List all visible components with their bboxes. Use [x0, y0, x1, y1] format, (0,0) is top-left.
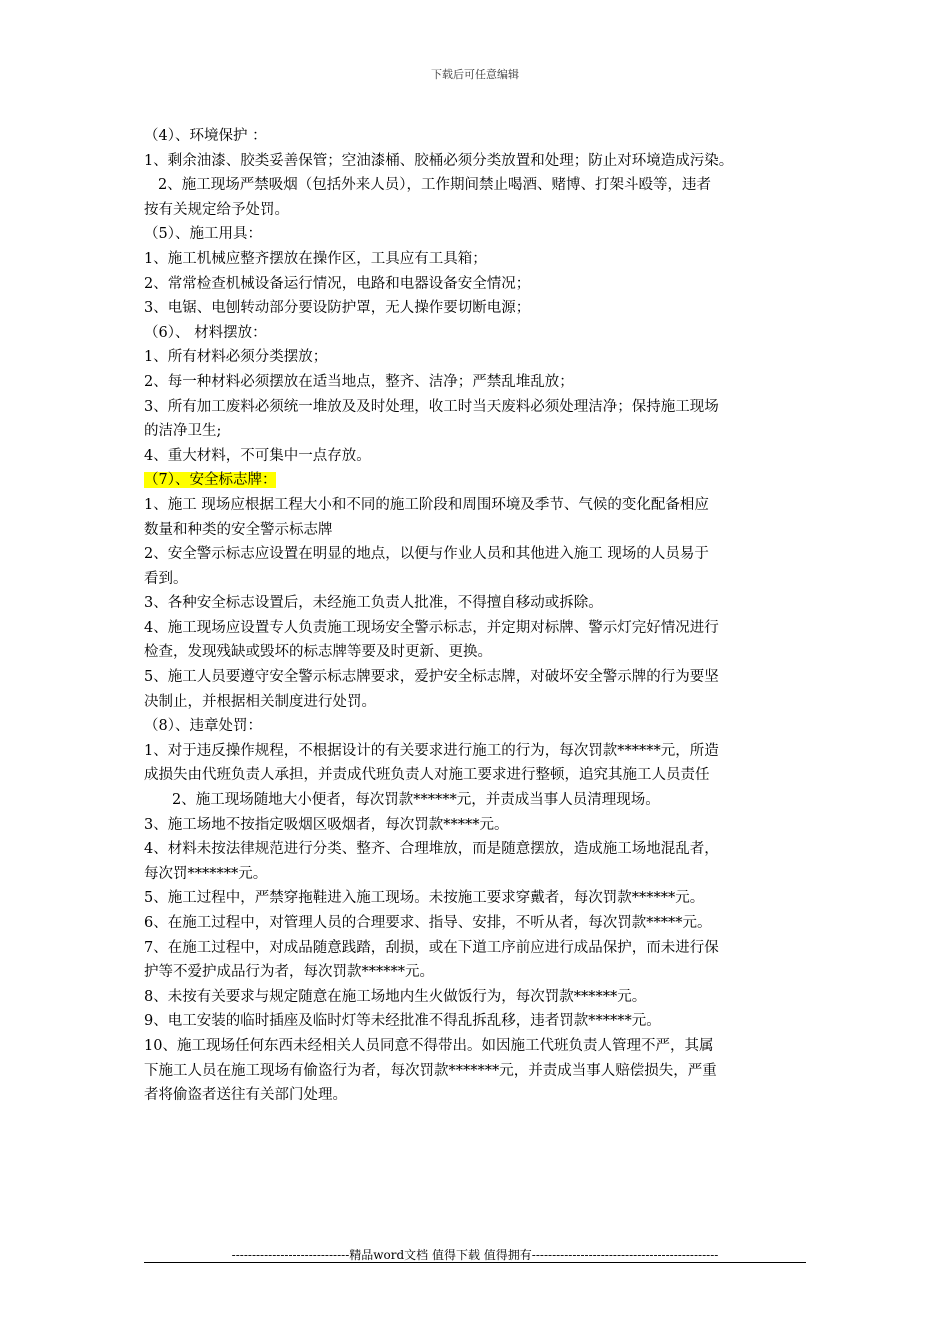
document-body [144, 124, 810, 1108]
line-text: 3、电锯、电刨转动部分要设防护罩，无人操作要切断电源； [144, 300, 531, 317]
line-text: 1、施工机械应整齐摆放在操作区，工具应有工具箱； [144, 250, 487, 267]
paragraph-line [144, 395, 810, 420]
paragraph-line [144, 640, 810, 665]
line-text: （6）、 材料摆放： [144, 324, 267, 341]
paragraph-line [144, 763, 810, 788]
paragraph-line [144, 321, 810, 346]
paragraph-line [144, 837, 810, 862]
paragraph-line [144, 739, 810, 764]
paragraph-line [144, 149, 810, 174]
line-text: 1、施工 现场应根据工程大小和不同的施工阶段和周围环境及季节、气候的变化配备相应 [144, 496, 709, 513]
paragraph-line [144, 222, 810, 247]
line-text: 8、未按有关要求与规定随意在施工场地内生火做饭行为，每次罚款******元。 [144, 988, 647, 1005]
paragraph-line [144, 567, 810, 592]
paragraph-line [144, 1083, 810, 1108]
line-text: 2、施工现场随地大小便者，每次罚款******元，并责成当事人员清理现场。 [172, 792, 660, 809]
line-text: 2、每一种材料必须摆放在适当地点，整齐、洁净；严禁乱堆乱放； [144, 373, 574, 390]
line-text: 3、施工场地不按指定吸烟区吸烟者，每次罚款*****元。 [144, 816, 509, 833]
highlighted-heading-line [144, 468, 810, 493]
line-text: 决制止，并根据相关制度进行处罚。 [144, 693, 376, 710]
line-text: 1、所有材料必须分类摆放； [144, 349, 328, 366]
line-text: 1、剩余油漆、胶类妥善保管；空油漆桶、胶桶必须分类放置和处理；防止对环境造成污染。 [144, 152, 734, 169]
line-text: 7、在施工过程中，对成品随意践踏，刮损，或在下道工序前应进行成品保护，而未进行保 [144, 939, 719, 956]
line-text: 护等不爱护成品行为者，每次罚款******元。 [144, 964, 434, 981]
line-text: （4）、环境保护 ： [144, 128, 267, 144]
line-text: 9、电工安装的临时插座及临时灯等未经批准不得乱拆乱移，违者罚款******元。 [144, 1013, 661, 1030]
line-text: 看到。 [144, 570, 188, 587]
line-text: 的洁净卫生; [144, 423, 222, 440]
paragraph-line [144, 542, 810, 567]
paragraph-line [144, 960, 810, 985]
paragraph-line [144, 936, 810, 961]
paragraph-line [144, 444, 810, 469]
line-text: 10、施工现场任何东西未经相关人员同意不得带出。如因施工代班负责人管理不严，其属 [144, 1037, 714, 1054]
paragraph-line [144, 173, 810, 198]
line-text: 4、施工现场应设置专人负责施工现场安全警示标志，并定期对标牌、警示灯完好情况进行 [144, 619, 719, 636]
footer-text: -----------------------------精品word文档 值得下载 值得拥有---------------------------------------------- [231, 1248, 719, 1262]
paragraph-line [144, 247, 810, 272]
line-text: 5、施工过程中，严禁穿拖鞋进入施工现场。未按施工要求穿戴者，每次罚款******元。 [144, 890, 705, 907]
paragraph-line [144, 862, 810, 887]
line-text: 1、对于违反操作规程，不根据设计的有关要求进行施工的行为，每次罚款******元，所造 [144, 742, 719, 759]
line-text: 3、所有加工废料必须统一堆放及及时处理，收工时当天废料必须处理洁净；保持施工现场 [144, 398, 719, 415]
paragraph-line [144, 419, 810, 444]
line-text: 2、常常检查机械设备运行情况，电路和电器设备安全情况； [144, 275, 531, 292]
paragraph-line [144, 198, 810, 223]
line-text: 3、各种安全标志设置后，未经施工负责人批准，不得擅自移动或拆除。 [144, 595, 603, 612]
paragraph-line [144, 370, 810, 395]
paragraph-line [144, 616, 810, 641]
paragraph-line [144, 591, 810, 616]
line-text: （7）、安全标志牌： [144, 472, 277, 489]
line-text: 2、安全警示标志应设置在明显的地点，以便与作业人员和其他进入施工 现场的人员易于 [144, 546, 709, 563]
paragraph-line [144, 518, 810, 543]
line-text: （5）、施工用具： [144, 226, 262, 243]
paragraph-line [144, 272, 810, 297]
paragraph-line [144, 296, 810, 321]
header-note: 下载后可任意编辑 [431, 68, 519, 81]
line-text: 按有关规定给予处罚。 [144, 201, 289, 218]
line-text: 5、施工人员要遵守安全警示标志牌要求，爱护安全标志牌，对破坏安全警示牌的行为要坚 [144, 669, 719, 686]
line-text: 下施工人员在施工现场有偷盗行为者，每次罚款*******元，并责成当事人赔偿损失，严重 [144, 1062, 717, 1079]
paragraph-line [144, 124, 810, 149]
line-text: 成损失由代班负责人承担，并责成代班负责人对施工要求进行整顿，追究其施工人员责任 [144, 767, 710, 784]
paragraph-line [144, 788, 810, 813]
paragraph-line [144, 1034, 810, 1059]
paragraph-line [144, 1009, 810, 1034]
paragraph-line [144, 345, 810, 370]
line-text: 4、材料未按法律规范进行分类、整齐、合理堆放，而是随意摆放，造成施工场地混乱者， [144, 841, 719, 858]
paragraph-line [144, 985, 810, 1010]
line-text: 2、施工现场严禁吸烟（包括外来人员），工作期间禁止喝酒、赌博、打架斗殴等，违者 [158, 177, 711, 194]
line-text: 数量和种类的安全警示标志牌 [144, 521, 333, 538]
line-text: 检查，发现残缺或毁坏的标志牌等要及时更新、更换。 [144, 644, 492, 661]
paragraph-line [144, 690, 810, 715]
line-text: 6、在施工过程中，对管理人员的合理要求、指导、安排，不听从者，每次罚款*****元。 [144, 915, 712, 931]
paragraph-line [144, 886, 810, 911]
line-text: 每次罚*******元。 [144, 865, 268, 882]
footer-rule [144, 1262, 806, 1263]
paragraph-line [144, 813, 810, 838]
paragraph-line [144, 493, 810, 518]
paragraph-line [144, 911, 810, 936]
line-text: 者将偷盗者送往有关部门处理。 [144, 1087, 347, 1104]
line-text: 4、重大材料，不可集中一点存放。 [144, 447, 371, 464]
paragraph-line [144, 714, 810, 739]
paragraph-line [144, 665, 810, 690]
line-text: （8）、违章处罚： [144, 718, 262, 735]
paragraph-line [144, 1059, 810, 1084]
